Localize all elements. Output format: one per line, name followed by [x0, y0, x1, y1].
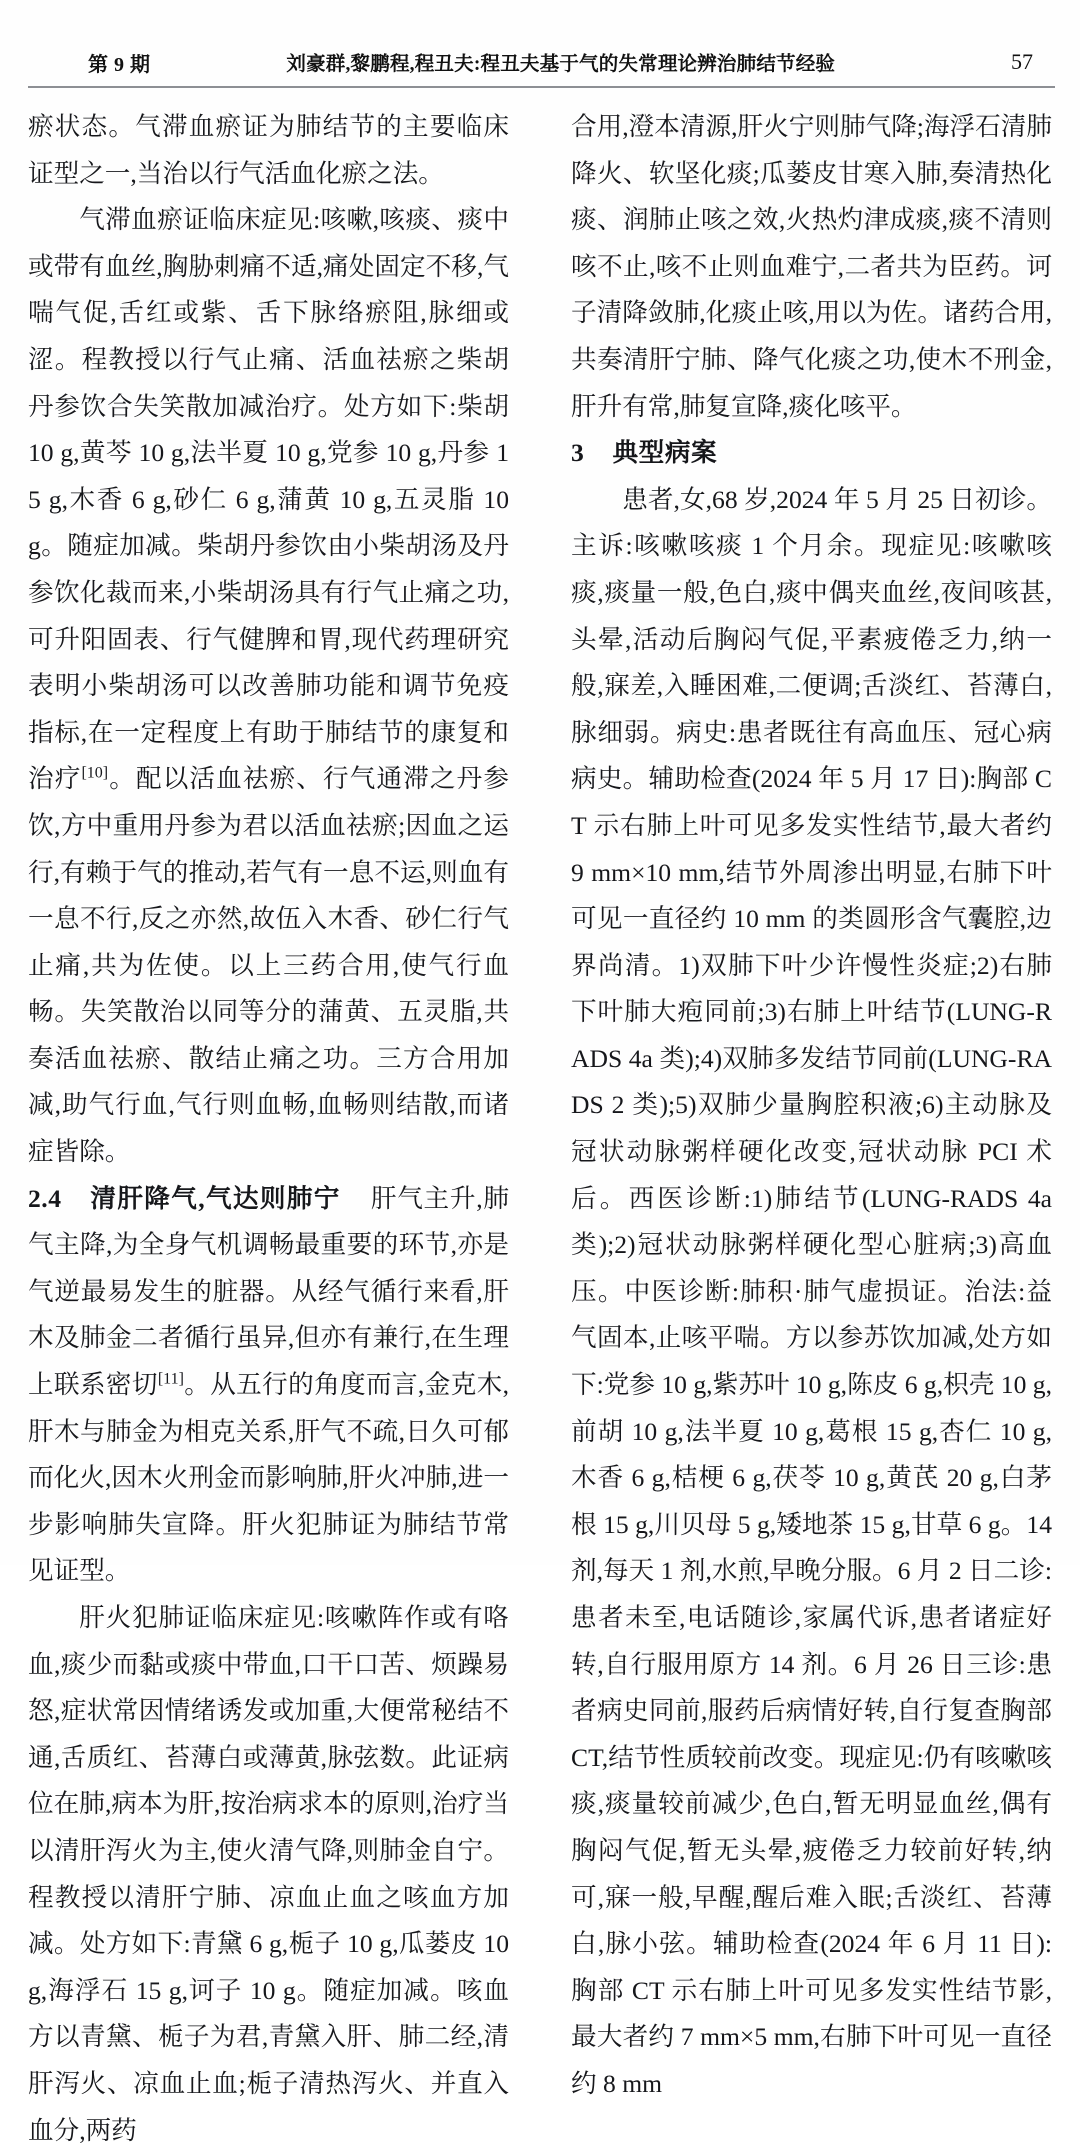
paragraph-text: 瘀状态。气滞血瘀证为肺结节的主要临床证型之一,当治以行气活血化瘀之法。: [28, 112, 509, 188]
section-2-4-text-part2: 。从五行的角度而言,金克木,肝木与肺金为相克关系,肝气不疏,日久可郁而化火,因木火刑金而影响肺,肝火冲肺,进一步影响肺失宣降。肝火犯肺证为肺结节常见证型。: [28, 1370, 509, 1586]
section-2-4-text-part1: 肝气主升,肺气主降,为全身气机调畅最重要的环节,亦是气逆最易发生的脏器。从经气循行来看,肝木及肺金二者循行虽异,但亦有兼行,在生理上联系密切: [28, 1183, 509, 1400]
body-columns: [0, 104, 1080, 2154]
paragraph-text: 患者,女,68 岁,2024 年 5 月 25 日初诊。主诉:咳嗽咳痰 1 个月余。现症见:咳嗽咳痰,痰量一般,色白,痰中偶夹血丝,夜间咳甚,头晕,活动后胸闷气促,平素疲倦乏力,纳一般,寐差,入睡困难,二便调;舌淡红、苔薄白,脉细弱。病史:患者既往有高血压、冠心病病史。辅助检查(2024 年 5 月 17 日):胸部 CT 示右肺上叶可见多发实性结节,最大者约 9 mm×10 mm,结节外周渗出明显,右肺下叶可见一直径约 10 mm 的类圆形含气囊腔,边界尚清。1)双肺下叶少许慢性炎症;2)右肺下叶肺大疱同前;3)右肺上叶结节(LUNG-RADS 4a 类);4)双肺多发结节同前(LUNG-RADS 2 类);5)双肺少量胸腔积液;6)主动脉及冠状动脉粥样硬化改变,冠状动脉 PCI 术后。西医诊断:1)肺结节(LUNG-RADS 4a 类);2)冠状动脉粥样硬化型心脏病;3)高血压。中医诊断:肺积·肺气虚损证。治法:益气固本,止咳平喘。方以参苏饮加减,处方如下:党参 10 g,紫苏叶 10 g,陈皮 6 g,枳壳 10 g,前胡 10 g,法半夏 10 g,葛根 15 g,杏仁 10 g,木香 6 g,桔梗 6 g,茯苓 10 g,黄芪 20 g,白茅根 15 g,川贝母 5 g,矮地茶 15 g,甘草 6 g。14 剂,每天 1 剂,水煎,早晚分服。6 月 2 日二诊:患者未至,电话随诊,家属代诉,患者诸症好转,自行服用原方 14 剂。6 月 26 日三诊:患者病史同前,服药后病情好转,自行复查胸部 CT,结节性质较前改变。现症见:仍有咳嗽咳痰,痰量较前减少,色白,暂无明显血丝,偶有胸闷气促,暂无头晕,疲倦乏力较前好转,纳可,寐一般,早醒,醒后难入眠;舌淡红、苔薄白,脉小弦。辅助检查(2024 年 6 月 11 日):胸部 CT 示右肺上叶可见多发实性结节影,最大者约 7 mm×5 mm,右肺下叶可见一直径约 8 mm: [571, 484, 1052, 2098]
section-2-4: [28, 1176, 509, 1595]
paragraph-text: 肝火犯肺证临床症见:咳嗽阵作或有咯血,痰少而黏或痰中带血,口干口苦、烦躁易怒,症状常因情绪诱发或加重,大便常秘结不通,舌质红、苔薄白或薄黄,脉弦数。此证病位在肺,病本为肝,按治病求本的原则,治疗当以清肝泻火为主,使火清气降,则肺金自宁。程教授以清肝宁肺、凉血止血之咳血方加减。处方如下:青黛 6 g,栀子 10 g,瓜蒌皮 10 g,海浮石 15 g,诃子 10 g。随症加减。咳血方以青黛、栀子为君,青黛入肝、肺二经,清肝泻火、凉血止血;栀子清热泻火、并直入血分,两药: [28, 1603, 509, 2145]
section-title-3: 典型病案: [612, 438, 718, 468]
paragraph-case-report: [571, 477, 1052, 2108]
reference-marker-11: [11]: [157, 1370, 184, 1388]
reference-marker-10: [10]: [81, 764, 109, 782]
paragraph-text-part2: 。配以活血祛瘀、行气通滞之丹参饮,方中重用丹参为君以活血祛瘀;因血之运行,有赖于气的推动,若气有一息不运,则血有一息不行,反之亦然,故伍入木香、砂仁行气止痛,共为佐使。以上三药合用,使气行血畅。失笑散治以同等分的蒲黄、五灵脂,共奏活血祛瘀、散结止痛之功。三方合用加减,助气行血,气行则血畅,血畅则结散,而诸症皆除。: [28, 764, 509, 1167]
paragraph-continued-heyong: [571, 104, 1052, 430]
paragraph-continued-qizhi: [28, 104, 509, 197]
section-title-2-4: 清肝降气,气达则肺宁: [89, 1183, 341, 1213]
paragraph-qizhixueyu-clinical: [28, 197, 509, 1175]
running-head-issue: 第 9 期: [88, 53, 151, 76]
section-3-heading: [571, 430, 1052, 477]
section-number-3: 3: [571, 438, 585, 468]
left-column: [28, 104, 509, 2154]
page-number: 57: [1011, 49, 1033, 74]
paragraph-ganhuofanfei-clinical: [28, 1595, 509, 2154]
paragraph-text-part1: 气滞血瘀证临床症见:咳嗽,咳痰、痰中或带有血丝,胸胁刺痛不适,痛处固定不移,气喘气促,舌红或紫、舌下脉络瘀阻,脉细或涩。程教授以行气止痛、活血祛瘀之柴胡丹参饮合失笑散加减治疗。处方如下:柴胡 10 g,黄芩 10 g,法半夏 10 g,党参 10 g,丹参 15 g,木香 6 g,砂仁 6 g,蒲黄 10 g,五灵脂 10 g。随症加减。柴胡丹参饮由小柴胡汤及丹参饮化裁而来,小柴胡汤具有行气止痛之功,可升阳固表、行气健脾和胃,现代药理研究表明小柴胡汤可以改善肺功能和调节免疫指标,在一定程度上有助于肺结节的康复和治疗: [28, 205, 509, 794]
right-column: [571, 104, 1052, 2154]
header-divider-rule: [28, 86, 1055, 88]
section-number-2-4: 2.4: [28, 1183, 62, 1213]
paragraph-text: 合用,澄本清源,肝火宁则肺气降;海浮石清肺降火、软坚化痰;瓜蒌皮甘寒入肺,奏清热化痰、润肺止咳之效,火热灼津成痰,痰不清则咳不止,咳不止则血难宁,二者共为臣药。诃子清降敛肺,化痰止咳,用以为佐。诸药合用,共奏清肝宁肺、降气化痰之功,使木不刑金,肝升有常,肺复宣降,痰化咳平。: [571, 112, 1052, 421]
running-head: [28, 42, 1055, 82]
running-head-article-title: 刘豪群,黎鹏程,程丑夫:程丑夫基于气的失常理论辨治肺结节经验: [286, 54, 836, 75]
